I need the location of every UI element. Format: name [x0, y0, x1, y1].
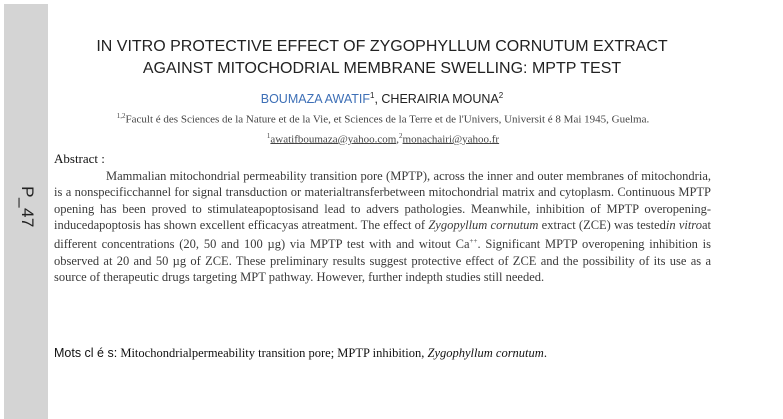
abstract-text-1: Mammalian mitochondrial permeability transition pore (MPTP), across the inner and outer membranes of mitochondria, is a nonspecificchannel for signal transduction or materialtransferbetween mitochondrial matrix and cytoplasm. Continuous MPTP opening has been proved to stimulateapoptosisand lead to advers pathologies. Meanwhile, inhibition of MPTP overopening-inducedapoptosis has shown excellent efficacyas atreatment. The effect of: [54, 169, 711, 232]
author-2: CHERAIRIA MOUNA: [381, 92, 499, 107]
keywords-label: Mots cl é s:: [54, 346, 118, 360]
email-2-sup: 2: [399, 131, 403, 140]
author-1: BOUMAZA AWATIF: [260, 92, 370, 107]
abstract-text-4: . Significant MPTP overopening inhibition is observed at 20 and 50 µg of ZCE. These preliminary results suggest protective effect of ZCE and the possibility of its use as a source of therapeutic drugs targeting MPT pathway. However, further indepth studies still needed.: [54, 237, 711, 284]
paper-title: [62, 36, 702, 80]
email-2-link[interactable]: monachairi@yahoo.fr: [402, 133, 500, 146]
abstract-text-2: extract (ZCE) was tested: [538, 217, 666, 232]
affiliation-line: [56, 108, 710, 128]
affiliation-text: Facult é des Sciences de la Nature et de la Vie, et Sciences de la Terre et de l'Univers, Universit é 8 Mai 1945, Guelma.: [125, 113, 650, 126]
email-1-sup: 1: [266, 131, 271, 140]
keywords-end: .: [543, 346, 547, 360]
calcium-superscript: ++: [469, 237, 478, 246]
authors: [62, 91, 702, 106]
abstract-species: Zygopyllum cornutum: [428, 217, 539, 232]
author-1-sup: 1: [370, 91, 375, 100]
abstract-in-vitro: in vitro: [665, 217, 702, 232]
author-2-sup: 2: [498, 91, 504, 100]
page-label: P_47: [18, 186, 37, 228]
title-line-1: IN VITRO PROTECTIVE EFFECT OF ZYGOPHYLLUM CORNUTUM EXTRACT: [96, 38, 668, 55]
email-separator: ,: [396, 133, 400, 146]
abstract-heading: Abstract :: [54, 151, 105, 166]
email-line: [56, 128, 710, 148]
keywords-species: Zygophyllum cornutum: [427, 346, 544, 360]
keywords-text: Mitochondrialpermeability transition pore; MPTP inhibition,: [117, 346, 428, 360]
affiliation-block: [56, 108, 710, 147]
author-separator: ,: [374, 92, 382, 107]
abstract-body: [54, 168, 711, 285]
keywords: [54, 346, 711, 361]
abstract-text-3: at different concentrations (20, 50 and 100 µg) via MPTP test with and witout Ca: [54, 217, 711, 252]
title-line-2: AGAINST MITOCHODRIAL MEMBRANE SWELLING: MPTP TEST: [142, 60, 622, 77]
email-1-link[interactable]: awatifboumaza@yahoo.com: [270, 133, 397, 146]
affiliation-sup: 1,2: [116, 112, 126, 120]
